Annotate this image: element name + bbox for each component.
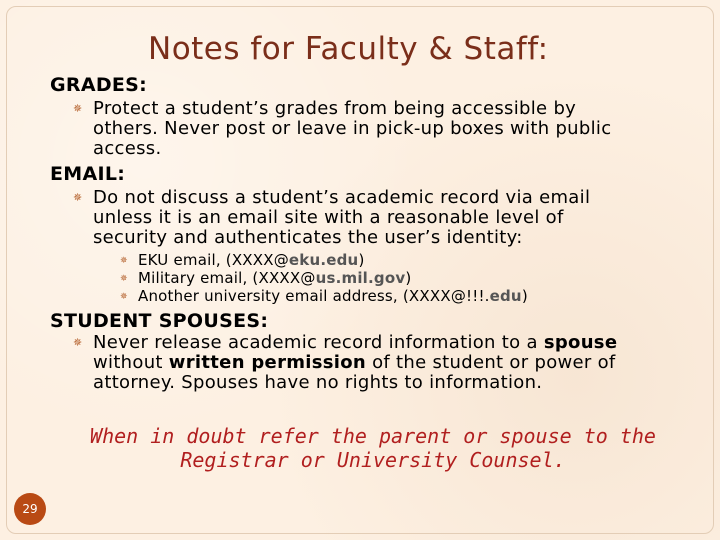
page-number-badge: 29 (14, 493, 46, 525)
email-subitem-eku: ✵ EKU email, (XXXX@eku.edu) (120, 251, 365, 269)
grades-bullet-line2: others. Never post or leave in pick-up boxes with public (93, 118, 612, 139)
email-bullet-line2: unless it is an email site with a reasonable level of (93, 207, 564, 228)
grades-heading: GRADES: (50, 74, 148, 96)
bullet-marker-icon: ✵ (73, 102, 83, 115)
callout-note (60, 424, 686, 472)
grades-bullet-line3: access. (93, 138, 162, 159)
callout-line1: When in doubt refer the parent or spouse to the (90, 424, 656, 448)
bullet-marker-icon: ✵ (73, 191, 83, 204)
bullet-marker-icon: ✵ (120, 256, 128, 266)
email-bullet-line1: Do not discuss a student’s academic record via email (93, 187, 591, 208)
spouses-heading: STUDENT SPOUSES: (50, 310, 269, 332)
spouses-bullet: ✵ Never release academic record information to a spouse without written permission of the student or power of attorney. Spouses have no rights to information. (73, 333, 673, 393)
bullet-marker-icon: ✵ (73, 336, 83, 349)
email-subitem-military: ✵ Military email, (XXXX@us.mil.gov) (120, 269, 412, 287)
spouses-bullet-line3: attorney. Spouses have no rights to information. (93, 372, 543, 393)
email-heading: EMAIL: (50, 163, 126, 185)
callout-line2: Registrar or University Counsel. (180, 448, 566, 472)
email-bullet-line3: security and authenticates the user’s identity: (93, 227, 523, 248)
email-bullet (73, 188, 673, 248)
grades-bullet (73, 99, 673, 159)
email-subitem-other-university: ✵ Another university email address, (XXXX@!!!.edu) (120, 287, 528, 305)
slide-title: Notes for Faculty & Staff: (148, 31, 549, 67)
bullet-marker-icon: ✵ (120, 274, 128, 284)
grades-bullet-line1: Protect a student’s grades from being accessible by (93, 98, 577, 119)
bullet-marker-icon: ✵ (120, 292, 128, 302)
